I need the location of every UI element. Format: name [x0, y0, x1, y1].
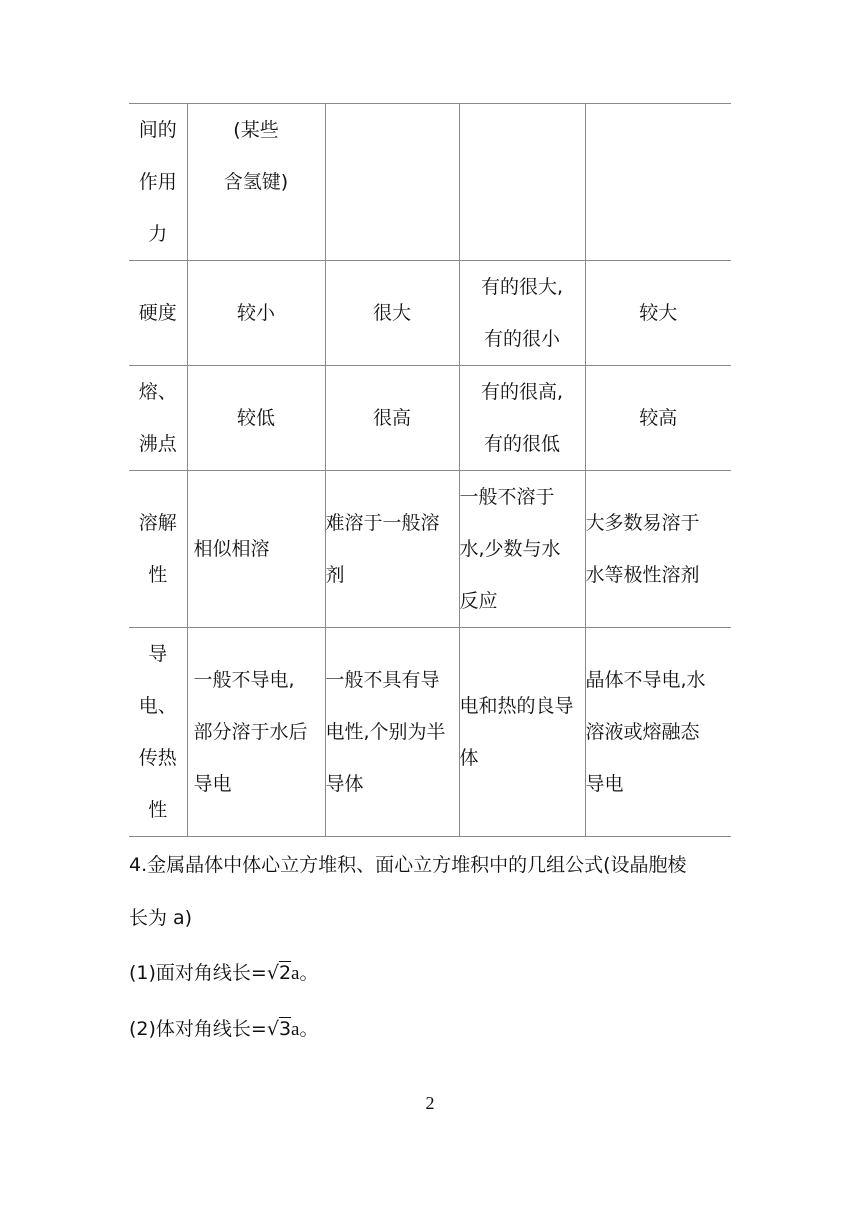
- table-cell: 很高: [325, 366, 459, 471]
- table-cell: (某些 含氢键): [187, 104, 325, 261]
- table-row: [129, 104, 731, 261]
- sqrt-expression: √3: [266, 1018, 292, 1040]
- table-cell: 较大: [585, 261, 731, 366]
- table-cell: 较小: [187, 261, 325, 366]
- table-cell: 一般不具有导 电性,个别为半 导体: [325, 628, 459, 837]
- section-4-title-line1: 4.金属晶体中体心立方堆积、面心立方堆积中的几组公式(设晶胞棱: [129, 854, 687, 876]
- section-4-title-line2: 长为 a): [129, 907, 193, 929]
- formula-prefix: (1)面对角线长=: [129, 962, 267, 984]
- radicand: 2: [278, 962, 292, 984]
- table-cell: 一般不溶于 水,少数与水 反应: [459, 471, 585, 628]
- table-cell: 有的很高, 有的很低: [459, 366, 585, 471]
- formula-suffix: a。: [291, 963, 319, 984]
- table-cell: 有的很大, 有的很小: [459, 261, 585, 366]
- row-label: 间的 作用 力: [129, 104, 187, 261]
- row-label: 硬度: [129, 261, 187, 366]
- formula-body-diagonal: [129, 1015, 318, 1044]
- table-cell: 一般不导电, 部分溶于水后 导电: [187, 628, 325, 837]
- table-cell: 电和热的良导 体: [459, 628, 585, 837]
- table-row: [129, 471, 731, 628]
- page-number: 2: [425, 1093, 435, 1113]
- table-cell: 相似相溶: [187, 471, 325, 628]
- formula-suffix: a。: [291, 1019, 319, 1040]
- radicand: 3: [278, 1018, 292, 1040]
- sqrt-expression: √2: [266, 962, 292, 984]
- table-cell: 大多数易溶于 水等极性溶剂: [585, 471, 731, 628]
- table-cell: 很大: [325, 261, 459, 366]
- table-cell: [325, 104, 459, 261]
- row-label: 溶解 性: [129, 471, 187, 628]
- table-cell: 较高: [585, 366, 731, 471]
- formula-prefix: (2)体对角线长=: [129, 1018, 267, 1040]
- table-row: [129, 628, 731, 837]
- table-cell: 难溶于一般溶 剂: [325, 471, 459, 628]
- table-cell: 晶体不导电,水 溶液或熔融态 导电: [585, 628, 731, 837]
- table-cell: 较低: [187, 366, 325, 471]
- table-row: [129, 261, 731, 366]
- table-cell: [585, 104, 731, 261]
- table-cell: [459, 104, 585, 261]
- row-label: 导 电、 传热 性: [129, 628, 187, 837]
- row-label: 熔、 沸点: [129, 366, 187, 471]
- formula-face-diagonal: [129, 959, 318, 988]
- table-row: [129, 366, 731, 471]
- crystal-properties-table: [129, 103, 731, 837]
